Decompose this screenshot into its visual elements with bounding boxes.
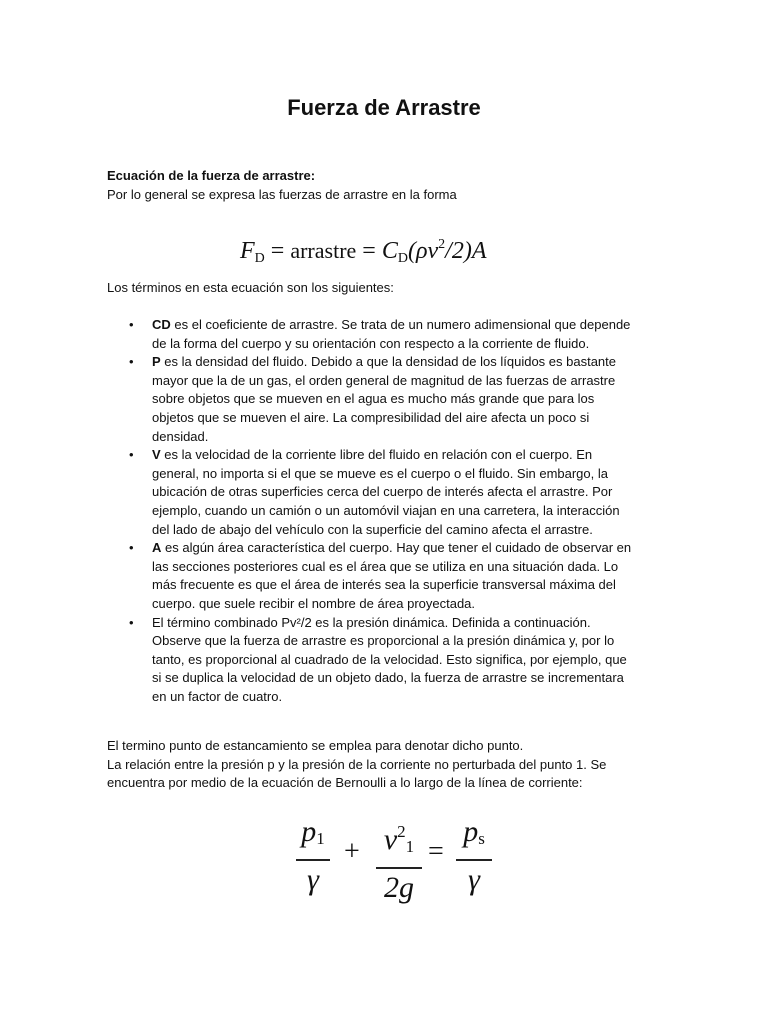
term-label: CD bbox=[152, 317, 171, 332]
list-item-text: general, no importa si el que se mueve es el cuerpo o el fluido. Sin embargo, la bbox=[152, 465, 608, 481]
bullet-dot: • bbox=[129, 447, 134, 463]
eq1-coef-sub: D bbox=[397, 251, 408, 266]
term-label: V bbox=[152, 447, 161, 463]
eq2-t1-num: p bbox=[301, 815, 317, 848]
list-item-text: es la densidad del fluido. Debido a que la densidad de los líquidos es bastante bbox=[160, 354, 616, 370]
eq2-equals: = bbox=[428, 836, 444, 867]
list-item-text: tanto, es proporcional al cuadrado de la velocidad. Esto significa, por ejemplo, que bbox=[152, 651, 627, 667]
fraction-bar bbox=[296, 859, 330, 861]
list-item-a bbox=[107, 539, 667, 613]
eq2-term-2 bbox=[376, 815, 422, 905]
list-item-text: más frecuente es que el área de interés sea la superficie transversal máxima del bbox=[152, 577, 616, 593]
eq2-t3-num: p bbox=[463, 815, 479, 848]
eq1-exp: 2 bbox=[438, 237, 446, 252]
list-item-text: es el coeficiente de arrastre. Se trata de un numero adimensional que depende bbox=[170, 317, 631, 332]
list-item-text: ubicación de otras superficies cerca del cuerpo de interés afecta el arrastre. Por bbox=[152, 484, 613, 500]
list-item-text: es algún área característica del cuerpo. Hay que tener el cuidado de observar en bbox=[161, 540, 632, 556]
bullet-dot: • bbox=[129, 540, 134, 556]
drag-force-equation bbox=[240, 228, 486, 276]
eq1-lhs-sub: D bbox=[254, 251, 265, 266]
bernoulli-equation bbox=[296, 815, 496, 910]
eq1-coef: C bbox=[381, 238, 398, 264]
intro-section bbox=[107, 167, 667, 204]
eq1-open: (ρv bbox=[407, 238, 439, 264]
eq2-t2-num: v bbox=[383, 823, 398, 856]
eq2-t3-num-sub: s bbox=[478, 829, 485, 848]
closing-line: El termino punto de estancamiento se emplea para denotar dicho punto. bbox=[107, 738, 524, 753]
eq2-t2-num-sub: 1 bbox=[405, 837, 415, 856]
list-item-text: de la forma del cuerpo y su orientación con respecto a la corriente de fluido. bbox=[152, 335, 590, 351]
eq2-t2-den: 2g bbox=[384, 870, 414, 904]
eq1-lhs-symbol: F bbox=[240, 238, 255, 264]
eq1-equals-2: = bbox=[362, 238, 376, 264]
eq2-t3-den: γ bbox=[468, 862, 480, 896]
term-label: A bbox=[152, 540, 162, 556]
list-item-text: las secciones posteriores cual es el área que se utiliza en una situación dada. Lo bbox=[152, 558, 619, 574]
list-item-text: El término combinado Pv²/2 es la presión dinámica. Definida a continuación. bbox=[152, 614, 591, 630]
list-item-p bbox=[107, 353, 667, 446]
list-item-text: cuerpo. que suele recibir el nombre de área proyectada. bbox=[152, 595, 476, 611]
list-item-v bbox=[107, 446, 667, 539]
list-item-text: del lado de abajo del vehículo con la superficie del camino afecta el arrastre. bbox=[152, 521, 593, 537]
list-item-text: si se duplica la velocidad de un objeto dado, la fuerza de arrastre se incrementara bbox=[152, 670, 624, 686]
eq2-term-1 bbox=[296, 815, 330, 897]
list-item-text: Observe que la fuerza de arrastre es proporcional a la presión dinámica y, por lo bbox=[152, 633, 615, 649]
eq2-plus: + bbox=[344, 836, 360, 867]
eq2-t2-num-sup: 2 bbox=[397, 822, 406, 841]
eq2-t1-den: γ bbox=[307, 862, 319, 896]
list-item-cd bbox=[107, 316, 667, 353]
closing-section bbox=[107, 737, 667, 793]
bullet-dot: • bbox=[129, 317, 134, 332]
eq1-equals-1: = bbox=[270, 238, 285, 264]
eq2-term-3 bbox=[456, 815, 492, 897]
list-item-text: ejemplo, cuando un camión o un automóvil viajan en una carretera, la interacción bbox=[152, 502, 620, 518]
eq2-t1-num-sub: 1 bbox=[316, 829, 325, 848]
closing-line: encuentra por medio de la ecuación de Bernoulli a lo largo de la línea de corriente: bbox=[107, 775, 583, 791]
list-item-text: mayor que la de un gas, el orden general de magnitud de las fuerzas de arrastre bbox=[152, 372, 616, 388]
list-item-dynamic-pressure bbox=[107, 614, 667, 707]
bullet-dot: • bbox=[129, 354, 134, 370]
fraction-bar bbox=[376, 867, 422, 869]
equation-heading: Ecuación de la fuerza de arrastre: bbox=[107, 168, 316, 183]
document-title: Fuerza de Arrastre bbox=[287, 95, 481, 120]
list-item-text: es la velocidad de la corriente libre del fluido en relación con el cuerpo. En bbox=[160, 447, 593, 463]
terms-intro: Los términos en esta ecuación son los siguientes: bbox=[107, 280, 394, 295]
bullet-dot: • bbox=[129, 614, 134, 630]
closing-line: La relación entre la presión p y la presión de la corriente no perturbada del punto 1. Se bbox=[107, 756, 607, 772]
equation-intro-text: Por lo general se expresa las fuerzas de arrastre en la forma bbox=[107, 186, 457, 202]
list-item-text: densidad. bbox=[152, 428, 209, 444]
eq1-close: /2)A bbox=[445, 238, 487, 264]
term-label: P bbox=[152, 354, 161, 370]
fraction-bar bbox=[456, 859, 492, 861]
list-item-text: objetos que se mueven el aire. La compresibilidad del aire afecta un poco si bbox=[152, 409, 590, 425]
list-item-text: sobre objetos que se mueven en el agua es mucho más grande que para los bbox=[152, 391, 595, 407]
eq1-word: arrastre bbox=[290, 238, 357, 263]
list-item-text: en un factor de cuatro. bbox=[152, 688, 283, 704]
terms-list bbox=[107, 316, 667, 706]
